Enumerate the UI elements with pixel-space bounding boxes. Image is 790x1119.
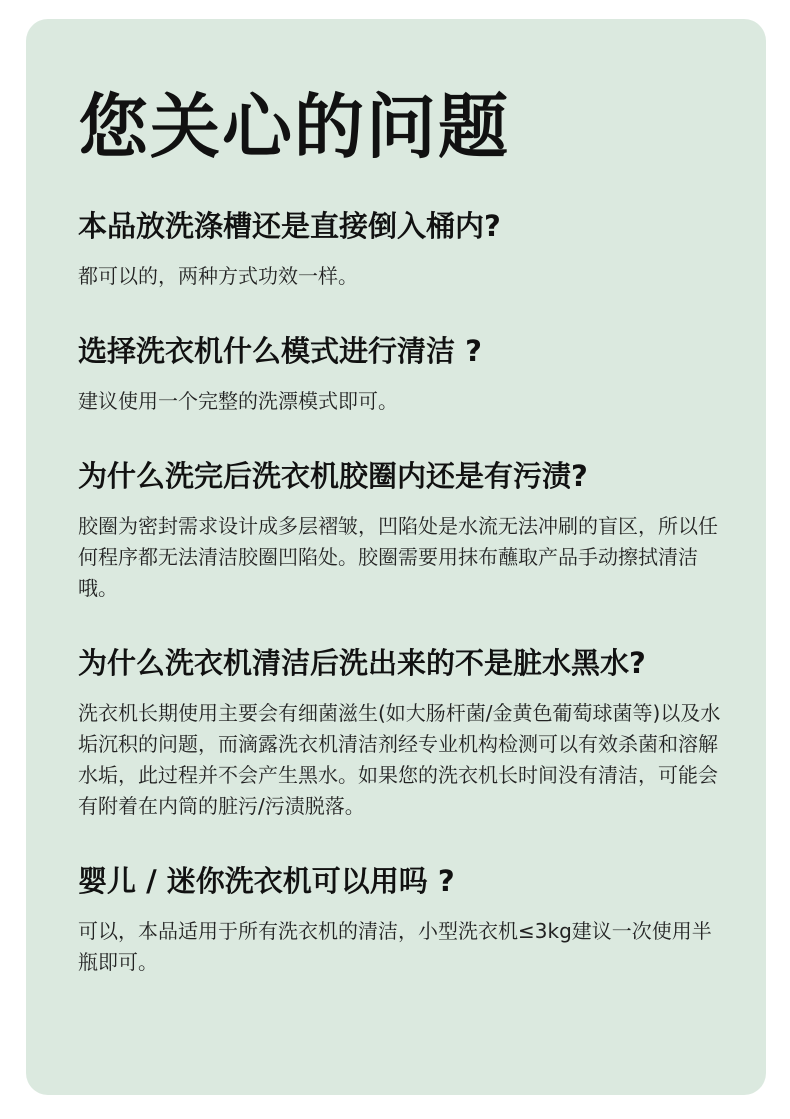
faq-question: 本品放洗涤槽还是直接倒入桶内? xyxy=(78,209,501,243)
faq-list xyxy=(78,208,766,978)
faq-answer: 洗衣机长期使用主要会有细菌滋生(如大肠杆菌/金黄色葡萄球菌等)以及水垢沉积的问题，而滴露洗衣机清洁剂经专业机构检测可以有效杀菌和溶解水垢，此过程并不会产生黑水。如果您的洗衣机长时间没有清洁，可能会有附着在内筒的脏污/污渍脱落。 xyxy=(78,701,721,818)
faq-answer: 可以，本品适用于所有洗衣机的清洁，小型洗衣机≤3kg建议一次使用半瓶即可。 xyxy=(78,919,712,974)
faq-answer: 都可以的，两种方式功效一样。 xyxy=(78,264,358,288)
faq-answer: 建议使用一个完整的洗漂模式即可。 xyxy=(78,389,398,413)
page-title: 您关心的问题 xyxy=(78,86,510,168)
faq-item-rubber-seal xyxy=(78,458,758,604)
faq-item-mini-washer xyxy=(78,863,758,978)
faq-item-dosage-location xyxy=(78,208,758,292)
faq-card xyxy=(26,19,766,1095)
faq-question: 婴儿 / 迷你洗衣机可以用吗 ? xyxy=(78,864,455,898)
faq-question: 选择洗衣机什么模式进行清洁 ? xyxy=(78,334,482,368)
faq-question: 为什么洗完后洗衣机胶圈内还是有污渍? xyxy=(78,459,588,493)
faq-answer: 胶圈为密封需求设计成多层褶皱，凹陷处是水流无法冲刷的盲区，所以任何程序都无法清洁胶圈凹陷处。胶圈需要用抹布蘸取产品手动擦拭清洁哦。 xyxy=(78,514,718,600)
faq-item-wash-mode xyxy=(78,333,758,417)
faq-question: 为什么洗衣机清洁后洗出来的不是脏水黑水? xyxy=(78,646,646,680)
faq-item-no-black-water xyxy=(78,645,758,822)
